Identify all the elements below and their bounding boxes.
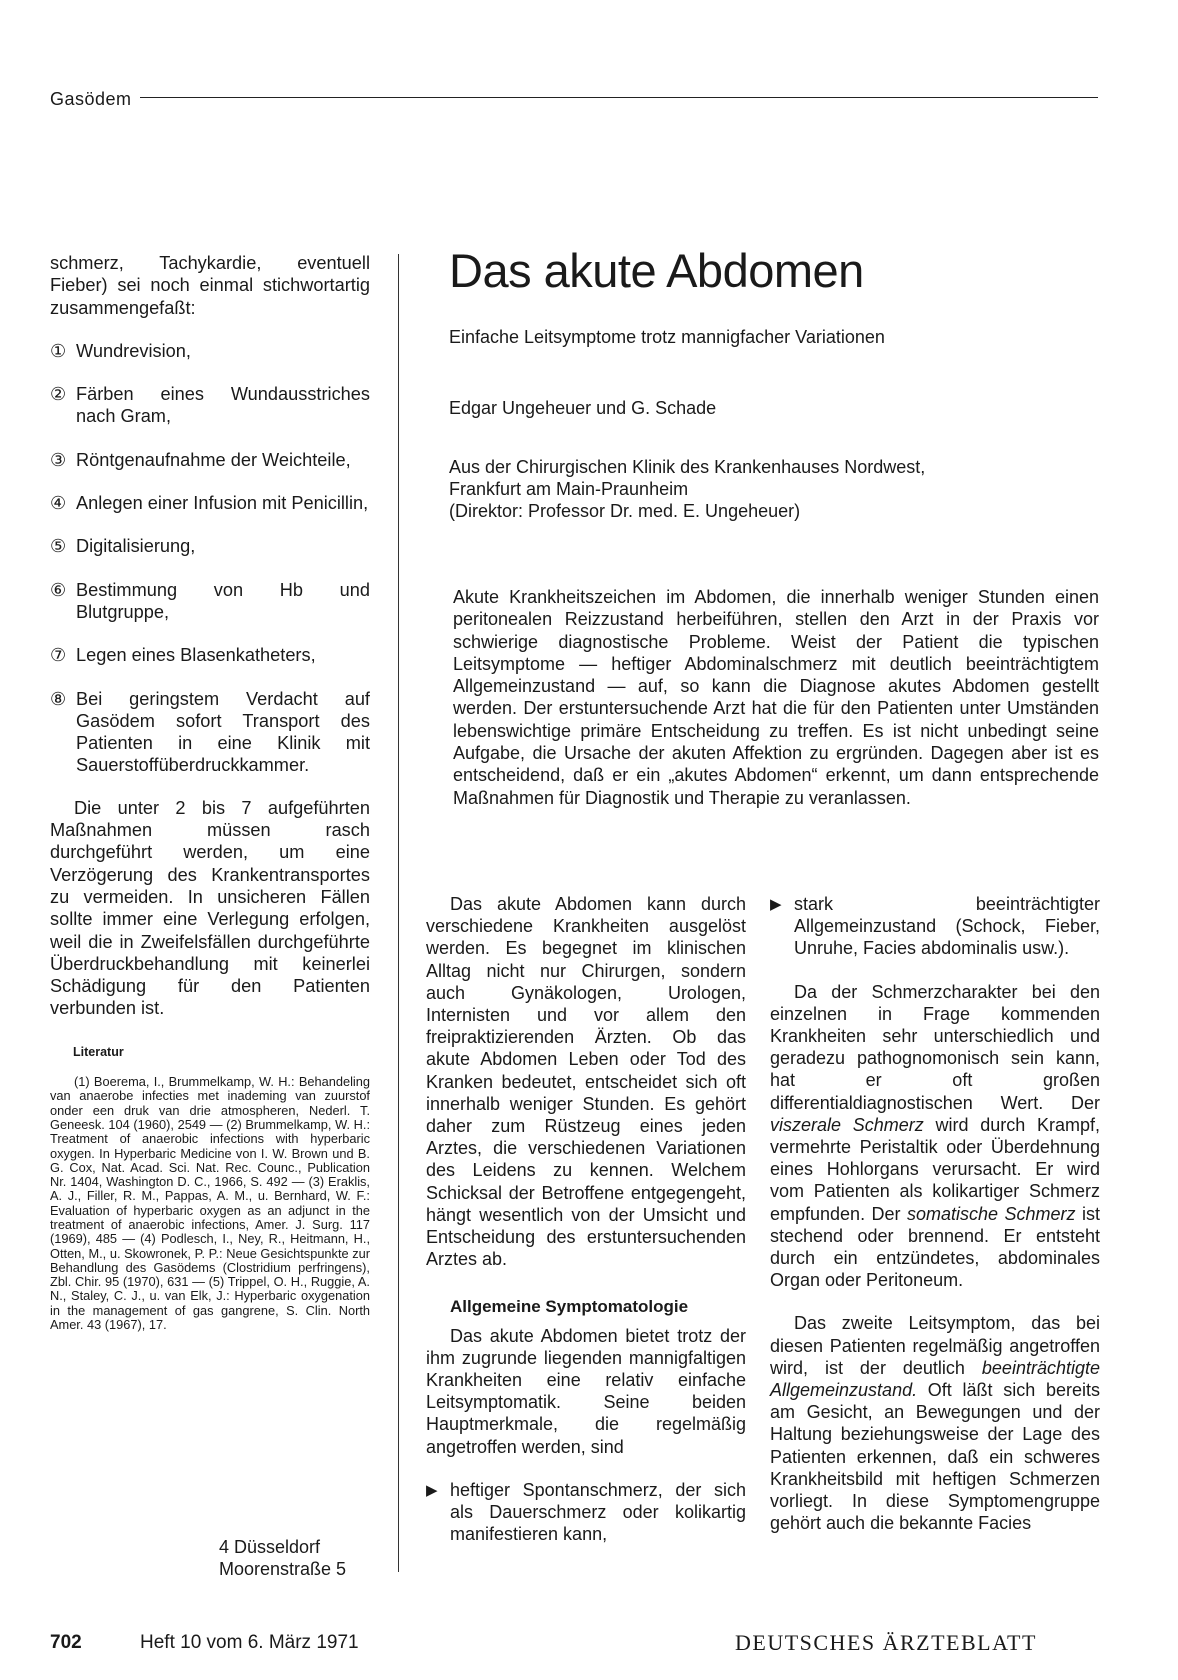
running-header-title: Gasödem [50, 89, 132, 109]
circled-number-6: ⑥ [50, 579, 67, 600]
emphasis-general-condition: beeinträchtigte Allgemeinzustand. [770, 1357, 1100, 1401]
header-rule [140, 97, 1098, 98]
article-title: Das akute Abdomen [449, 244, 864, 297]
triangle-bullet-icon: ▶ [770, 896, 782, 913]
measure-item-5 [50, 535, 370, 557]
circled-number-7: ⑦ [50, 645, 67, 666]
triangle-bullet-icon: ▶ [426, 1481, 438, 1499]
bullet-text: stark beeinträchtigter Allgemeinzustand (Schock, Fieber, Unruhe, Facies abdominalis usw.). [794, 894, 1100, 959]
intro-paragraph: Das akute Abdomen kann durch verschiedene Krankheiten ausgelöst werden. Es begegnet im klinischen Alltag nicht nur Chirurgen, sondern auch Gynäkologen, Urologen, Internisten und vor allem den freipraktizierenden Ärzten. Ob das akute Abdomen Leben oder Tod des Kranken bedeutet, entscheidet sich oft innerhalb weniger Stunden. Es gehört daher zum Rüstzeug eines jeden Arztes, die verschiedenen Variationen des Leidens zu kennen. Welchem Schicksal der Betroffene entgegengeht, hängt wesentlich von der Umsicht und Entscheidung des erstuntersuchenden Arztes ab. [426, 894, 746, 1270]
measure-item-text: Digitalisierung, [76, 536, 196, 557]
circled-number-8: ⑧ [50, 688, 67, 709]
literature-heading: Literatur [73, 1044, 124, 1059]
measure-item-text: Legen eines Blasenkatheters, [76, 645, 316, 666]
affiliation-line-2: Frankfurt am Main-Praunheim [449, 479, 689, 499]
journal-name: DEUTSCHES ÄRZTEBLATT [735, 1630, 1037, 1655]
text-run: Da der Schmerzcharakter bei den einzelnen in Frage kommenden Krankheiten sehr unterschiedlich und geradezu pathognomonisch sein kann, hat er oft großen differentialdiagnostischen Wert. Der [770, 981, 1100, 1113]
address-city: 4 Düsseldorf [219, 1537, 321, 1557]
text-run: Das zweite Leitsymptom, das bei diesen Patienten regelmäßig angetroffen wird, ist der deutlich [770, 1313, 1100, 1378]
text-run: ist stechend oder brennend. Er entsteht durch ein entzündetes, abdominales Organ oder Peritoneum. [770, 1203, 1100, 1291]
circled-number-3: ③ [50, 449, 67, 470]
affiliation-line-3: (Direktor: Professor Dr. med. E. Ungeheuer) [449, 501, 801, 521]
measure-item-4 [50, 492, 370, 514]
emphasis-somatic-pain: somatische Schmerz [907, 1203, 1076, 1224]
left-intro-paragraph: schmerz, Tachykardie, eventuell Fieber) sei noch einmal stichwortartig zusammengefaßt: [50, 253, 370, 318]
article-subtitle: Einfache Leitsymptome trotz mannigfacher Variationen [449, 327, 885, 347]
measure-item-text: Röntgenaufnahme der Weichteile, [76, 449, 351, 470]
measure-item-text: Wundrevision, [76, 340, 191, 361]
measure-item-1 [50, 340, 370, 362]
left-column [50, 252, 370, 1332]
literature-references: (1) Boerema, I., Brummelkamp, W. H.: Behandeling van anaerobe infecties met inademing van zuurstof onder een druk van drie atmospheren, Nederl. T. Geneesk. 104 (1960), 2549 — (2) Brummelkamp, W. H.: Treatment of anaerobic infections with hyperbaric oxygen. In Hyperbaric Medicine von I. W. Brown und B. G. Cox, Nat. Acad. Sci. Nat. Rec. Counc., Publication Nr. 1404, Washington D. C., 1966, S. 492 — (3) Eraklis, A. J., Filler, R. M., Pappas, A. M., u. Bernhard, W. F.: Evaluation of hyperbaric oxygen as an adjunct in the treatment of anaerobic infections, Amer. J. Surg. 117 (1969), 485 — (4) Podlesch, I., Ney, R., Heitmann, H., Otten, M., u. Skowronek, P. P.: Neue Gesichtspunkte zur Behandlung des Gasödems (Clostridium perfringens), Zbl. Chir. 95 (1970), 631 — (5) Trippel, O. H., Ruggie, A. N., Staley, C. J., u. van Elk, J.: Hyperbaric oxygenation in the management of gas gangrene, S. Clin. North Amer. 43 (1967), 17. [50, 1074, 370, 1333]
author-address [219, 1536, 346, 1580]
circled-number-1: ① [50, 340, 67, 361]
bullet-text: heftiger Spontanschmerz, der sich als Dauerschmerz oder kolikartig manifestieren kann, [450, 1479, 746, 1545]
page-number: 702 [50, 1632, 82, 1653]
general-condition-paragraph [770, 1312, 1100, 1534]
measure-item-2 [50, 383, 370, 428]
article-authors: Edgar Ungeheuer und G. Schade [449, 398, 717, 418]
measure-item-7 [50, 644, 370, 666]
measure-item-8 [50, 688, 370, 777]
emphasis-visceral-pain: viszerale Schmerz [770, 1114, 924, 1135]
measure-item-text: Bestimmung von Hb und Blutgruppe, [76, 579, 370, 622]
text-run: wird durch Krampf, vermehrte Peristaltik oder Überdehnung eines Hohlorgans verursacht. Er wird vom Patienten als kolikartiger Schmerz empfunden. Der [770, 1114, 1100, 1224]
right-column [770, 893, 1100, 1534]
pain-character-paragraph [770, 981, 1100, 1292]
measure-item-3 [50, 449, 370, 471]
measure-item-text: Anlegen einer Infusion mit Penicillin, [76, 493, 369, 514]
left-closing-paragraph: Die unter 2 bis 7 aufgeführten Maßnahmen müssen rasch durchgeführt werden, um eine Verzögerung des Krankentransportes zu vermeiden. In unsicheren Fällen sollte immer eine Verlegung erfolgen, weil die in Zweifelsfällen durchgeführte Überdruckbehandlung mit keinerlei Schädigung für den Patienten verbunden ist. [50, 797, 370, 1019]
section-heading: Allgemeine Symptomatologie [450, 1297, 689, 1317]
text-run: Oft läßt sich bereits am Gesicht, an Bewegungen und der Haltung beziehungsweise der Lage des Patienten erkennen, daß ein schweres Krankheitsbild mit heftigen Schmerzen vorliegt. In diese Symptomengruppe gehört auch die bekannte Facies [770, 1380, 1100, 1534]
author-affiliation [449, 456, 925, 522]
circled-number-2: ② [50, 384, 67, 405]
address-street: Moorenstraße 5 [219, 1559, 347, 1579]
circled-number-5: ⑤ [50, 536, 67, 557]
measure-item-text: Bei geringstem Verdacht auf Gasödem sofort Transport des Patienten in eine Klinik mit Sauerstoffüberdruckkammer. [76, 688, 370, 776]
middle-column [426, 893, 746, 1545]
symptomatology-paragraph: Das akute Abdomen bietet trotz der ihm zugrunde liegenden mannigfaltigen Krankheiten eine relativ einfache Leitsymptomatik. Seine beiden Hauptmerkmale, die regelmäßig angetroffen werden, sind [426, 1325, 746, 1457]
circled-number-4: ④ [50, 493, 67, 514]
measure-item-6 [50, 579, 370, 624]
issue-info: Heft 10 vom 6. März 1971 [140, 1632, 359, 1653]
column-divider [398, 254, 399, 1572]
article-abstract: Akute Krankheitszeichen im Abdomen, die innerhalb weniger Stunden einen peritonealen Reizzustand herbeiführen, stellen den Arzt in der Praxis vor schwierige diagnostische Probleme. Weist der Patient die typischen Leitsymptome — heftiger Abdominalschmerz mit deutlich beeinträchtigtem Allgemeinzustand — auf, so kann die Diagnose akutes Abdomen gestellt werden. Der erstuntersuchende Arzt hat die für den Patienten unter Umständen lebenswichtige primäre Entscheidung zu treffen. Es ist nicht unbedingt seine Aufgabe, die Ursache der akuten Affektion zu ergründen. Dagegen aber ist es entscheidend, daß er ein „akutes Abdomen“ erkennt, um dann entsprechende Maßnahmen für Diagnostik und Therapie zu veranlassen. [453, 587, 1099, 808]
bullet-item-2 [770, 893, 1100, 960]
bullet-item-1 [426, 1479, 746, 1546]
affiliation-line-1: Aus der Chirurgischen Klinik des Krankenhauses Nordwest, [449, 457, 926, 477]
measure-item-text: Färben eines Wundausstriches nach Gram, [76, 384, 370, 427]
